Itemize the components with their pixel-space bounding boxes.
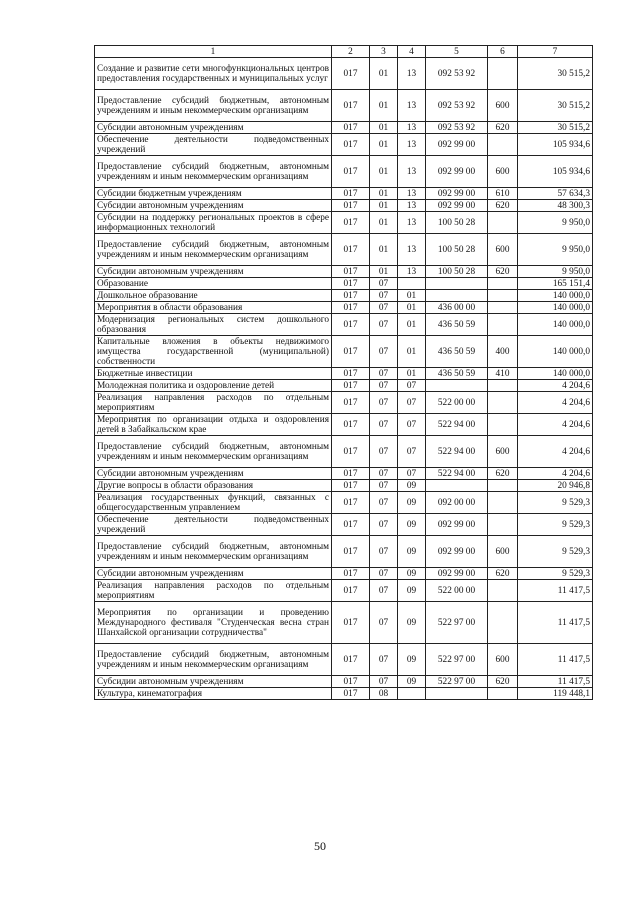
- subsection-code: 01: [398, 290, 426, 302]
- grbs-code: 017: [332, 480, 370, 492]
- expense-type-code: 610: [488, 188, 518, 200]
- grbs-code: 017: [332, 676, 370, 688]
- row-description: Субсидии бюджетным учреждениям: [95, 188, 332, 200]
- table-row: [95, 688, 593, 700]
- grbs-code: 017: [332, 90, 370, 122]
- row-description: Субсидии автономным учреждениям: [95, 468, 332, 480]
- table-row: [95, 514, 593, 536]
- target-article-code: 522 97 00: [426, 602, 488, 644]
- subsection-code: 07: [398, 468, 426, 480]
- table-row: [95, 380, 593, 392]
- table-row: [95, 468, 593, 480]
- subsection-code: 07: [398, 436, 426, 468]
- section-code: 07: [370, 536, 398, 568]
- row-description: Создание и развитие сети многофункциональных центров предоставления государственных и муниципальных услуг: [95, 58, 332, 90]
- subsection-code: [398, 278, 426, 290]
- subsection-code: 09: [398, 514, 426, 536]
- grbs-code: 017: [332, 302, 370, 314]
- section-code: 07: [370, 336, 398, 368]
- grbs-code: 017: [332, 688, 370, 700]
- table-row: [95, 278, 593, 290]
- table-row: [95, 480, 593, 492]
- table-row: [95, 122, 593, 134]
- grbs-code: 017: [332, 188, 370, 200]
- row-description: Субсидии автономным учреждениям: [95, 200, 332, 212]
- row-description: Субсидии автономным учреждениям: [95, 568, 332, 580]
- grbs-code: 017: [332, 602, 370, 644]
- target-article-code: 092 99 00: [426, 200, 488, 212]
- subsection-code: 13: [398, 90, 426, 122]
- section-code: 07: [370, 492, 398, 514]
- subsection-code: 09: [398, 676, 426, 688]
- table-row: [95, 392, 593, 414]
- target-article-code: 092 00 00: [426, 492, 488, 514]
- target-article-code: 522 97 00: [426, 676, 488, 688]
- expense-type-code: 620: [488, 676, 518, 688]
- subsection-code: 01: [398, 368, 426, 380]
- section-code: 07: [370, 278, 398, 290]
- amount: 4 204,6: [518, 392, 593, 414]
- amount: 140 000,0: [518, 314, 593, 336]
- target-article-code: [426, 688, 488, 700]
- grbs-code: 017: [332, 156, 370, 188]
- amount: 11 417,5: [518, 644, 593, 676]
- subsection-code: 13: [398, 234, 426, 266]
- grbs-code: 017: [332, 492, 370, 514]
- expense-type-code: [488, 302, 518, 314]
- header-row: [95, 46, 593, 58]
- row-description: Другие вопросы в области образования: [95, 480, 332, 492]
- grbs-code: 017: [332, 392, 370, 414]
- section-code: 07: [370, 468, 398, 480]
- expense-type-code: 620: [488, 122, 518, 134]
- row-description: Реализация государственных функций, связанных с общегосударственным управлением: [95, 492, 332, 514]
- subsection-code: 09: [398, 492, 426, 514]
- row-description: Обеспечение деятельности подведомственных учреждений: [95, 134, 332, 156]
- header-cell-6: 6: [488, 46, 518, 58]
- amount: 9 950,0: [518, 234, 593, 266]
- expense-type-code: [488, 514, 518, 536]
- section-code: 07: [370, 514, 398, 536]
- expense-type-code: 620: [488, 468, 518, 480]
- subsection-code: 09: [398, 536, 426, 568]
- table-row: [95, 200, 593, 212]
- amount: 4 204,6: [518, 414, 593, 436]
- target-article-code: 100 50 28: [426, 234, 488, 266]
- section-code: 01: [370, 122, 398, 134]
- subsection-code: 07: [398, 392, 426, 414]
- expense-type-code: [488, 480, 518, 492]
- subsection-code: 09: [398, 568, 426, 580]
- table-row: [95, 234, 593, 266]
- amount: 30 515,2: [518, 58, 593, 90]
- target-article-code: 522 94 00: [426, 414, 488, 436]
- header-cell-5: 5: [426, 46, 488, 58]
- row-description: Образование: [95, 278, 332, 290]
- expense-type-code: [488, 314, 518, 336]
- expense-type-code: 600: [488, 234, 518, 266]
- section-code: 07: [370, 392, 398, 414]
- target-article-code: 522 94 00: [426, 468, 488, 480]
- table-row: [95, 602, 593, 644]
- section-code: 07: [370, 380, 398, 392]
- target-article-code: 436 50 59: [426, 336, 488, 368]
- amount: 48 300,3: [518, 200, 593, 212]
- amount: 9 950,0: [518, 266, 593, 278]
- grbs-code: 017: [332, 536, 370, 568]
- subsection-code: 01: [398, 314, 426, 336]
- row-description: Культура, кинематография: [95, 688, 332, 700]
- expense-type-code: 600: [488, 90, 518, 122]
- subsection-code: [398, 688, 426, 700]
- section-code: 01: [370, 156, 398, 188]
- subsection-code: 09: [398, 480, 426, 492]
- expense-type-code: [488, 134, 518, 156]
- target-article-code: 522 94 00: [426, 436, 488, 468]
- table-row: [95, 676, 593, 688]
- row-description: Предоставление субсидий бюджетным, автономным учреждениям и иным некоммерческим организациям: [95, 644, 332, 676]
- amount: 9 529,3: [518, 514, 593, 536]
- grbs-code: 017: [332, 266, 370, 278]
- amount: 9 529,3: [518, 536, 593, 568]
- subsection-code: 13: [398, 188, 426, 200]
- grbs-code: 017: [332, 314, 370, 336]
- grbs-code: 017: [332, 278, 370, 290]
- subsection-code: 01: [398, 302, 426, 314]
- table-row: [95, 314, 593, 336]
- table-row: [95, 536, 593, 568]
- grbs-code: 017: [332, 514, 370, 536]
- expense-type-code: 620: [488, 200, 518, 212]
- amount: 57 634,3: [518, 188, 593, 200]
- subsection-code: 13: [398, 212, 426, 234]
- section-code: 07: [370, 314, 398, 336]
- grbs-code: 017: [332, 58, 370, 90]
- row-description: Бюджетные инвестиции: [95, 368, 332, 380]
- target-article-code: 100 50 28: [426, 266, 488, 278]
- amount: 165 151,4: [518, 278, 593, 290]
- row-description: Субсидии автономным учреждениям: [95, 266, 332, 278]
- row-description: Реализация направления расходов по отдельным мероприятиям: [95, 580, 332, 602]
- expense-type-code: 400: [488, 336, 518, 368]
- target-article-code: [426, 290, 488, 302]
- amount: 20 946,8: [518, 480, 593, 492]
- subsection-code: 01: [398, 336, 426, 368]
- header-cell-2: 2: [332, 46, 370, 58]
- row-description: Предоставление субсидий бюджетным, автономным учреждениям и иным некоммерческим организациям: [95, 436, 332, 468]
- row-description: Дошкольное образование: [95, 290, 332, 302]
- subsection-code: 09: [398, 580, 426, 602]
- grbs-code: 017: [332, 436, 370, 468]
- header-cell-3: 3: [370, 46, 398, 58]
- grbs-code: 017: [332, 290, 370, 302]
- section-code: 07: [370, 568, 398, 580]
- amount: 140 000,0: [518, 302, 593, 314]
- subsection-code: 13: [398, 200, 426, 212]
- row-description: Мероприятия в области образования: [95, 302, 332, 314]
- row-description: Обеспечение деятельности подведомственных учреждений: [95, 514, 332, 536]
- expense-type-code: [488, 58, 518, 90]
- header-cell-7: 7: [518, 46, 593, 58]
- table-row: [95, 302, 593, 314]
- row-description: Модернизация региональных систем дошкольного образования: [95, 314, 332, 336]
- section-code: 07: [370, 580, 398, 602]
- grbs-code: 017: [332, 414, 370, 436]
- subsection-code: 07: [398, 380, 426, 392]
- expense-type-code: 600: [488, 536, 518, 568]
- amount: 105 934,6: [518, 156, 593, 188]
- grbs-code: 017: [332, 568, 370, 580]
- amount: 30 515,2: [518, 122, 593, 134]
- section-code: 07: [370, 480, 398, 492]
- subsection-code: 07: [398, 414, 426, 436]
- section-code: 01: [370, 188, 398, 200]
- subsection-code: 13: [398, 122, 426, 134]
- table-body: [95, 58, 593, 700]
- page-number: 50: [314, 839, 326, 853]
- target-article-code: 092 99 00: [426, 568, 488, 580]
- subsection-code: 09: [398, 602, 426, 644]
- expense-type-code: 620: [488, 568, 518, 580]
- amount: 11 417,5: [518, 580, 593, 602]
- amount: 4 204,6: [518, 436, 593, 468]
- grbs-code: 017: [332, 212, 370, 234]
- section-code: 01: [370, 212, 398, 234]
- grbs-code: 017: [332, 644, 370, 676]
- row-description: Субсидии автономным учреждениям: [95, 676, 332, 688]
- amount: 9 529,3: [518, 568, 593, 580]
- target-article-code: 436 00 00: [426, 302, 488, 314]
- row-description: Капитальные вложения в объекты недвижимого имущества государственной (муниципальной) собственности: [95, 336, 332, 368]
- row-description: Предоставление субсидий бюджетным, автономным учреждениям и иным некоммерческим организациям: [95, 156, 332, 188]
- table-row: [95, 212, 593, 234]
- expense-type-code: [488, 688, 518, 700]
- target-article-code: [426, 480, 488, 492]
- amount: 140 000,0: [518, 290, 593, 302]
- expense-type-code: [488, 580, 518, 602]
- row-description: Реализация направления расходов по отдельным мероприятиям: [95, 392, 332, 414]
- expense-type-code: [488, 392, 518, 414]
- target-article-code: 092 99 00: [426, 536, 488, 568]
- amount: 9 950,0: [518, 212, 593, 234]
- amount: 105 934,6: [518, 134, 593, 156]
- expense-type-code: 620: [488, 266, 518, 278]
- header-cell-4: 4: [398, 46, 426, 58]
- table-row: [95, 336, 593, 368]
- subsection-code: 13: [398, 58, 426, 90]
- expense-type-code: [488, 492, 518, 514]
- target-article-code: 092 53 92: [426, 90, 488, 122]
- expense-type-code: [488, 602, 518, 644]
- grbs-code: 017: [332, 468, 370, 480]
- row-description: Субсидии на поддержку региональных проектов в сфере информационных технологий: [95, 212, 332, 234]
- subsection-code: 13: [398, 156, 426, 188]
- table-row: [95, 290, 593, 302]
- target-article-code: 436 50 59: [426, 314, 488, 336]
- section-code: 01: [370, 200, 398, 212]
- section-code: 01: [370, 90, 398, 122]
- table-row: [95, 436, 593, 468]
- row-description: Предоставление субсидий бюджетным, автономным учреждениям и иным некоммерческим организациям: [95, 234, 332, 266]
- table-row: [95, 266, 593, 278]
- target-article-code: [426, 380, 488, 392]
- amount: 30 515,2: [518, 90, 593, 122]
- grbs-code: 017: [332, 580, 370, 602]
- expense-type-code: 600: [488, 436, 518, 468]
- table-row: [95, 156, 593, 188]
- target-article-code: 092 99 00: [426, 514, 488, 536]
- expense-type-code: 600: [488, 156, 518, 188]
- grbs-code: 017: [332, 200, 370, 212]
- section-code: 01: [370, 58, 398, 90]
- table-row: [95, 414, 593, 436]
- section-code: 07: [370, 368, 398, 380]
- expense-type-code: 600: [488, 644, 518, 676]
- target-article-code: 436 50 59: [426, 368, 488, 380]
- table-row: [95, 580, 593, 602]
- expense-type-code: [488, 414, 518, 436]
- expense-type-code: [488, 290, 518, 302]
- section-code: 07: [370, 414, 398, 436]
- table-row: [95, 90, 593, 122]
- grbs-code: 017: [332, 380, 370, 392]
- section-code: 01: [370, 234, 398, 266]
- target-article-code: 092 53 92: [426, 58, 488, 90]
- table-row: [95, 568, 593, 580]
- amount: 11 417,5: [518, 602, 593, 644]
- subsection-code: 09: [398, 644, 426, 676]
- target-article-code: 100 50 28: [426, 212, 488, 234]
- amount: 119 448,1: [518, 688, 593, 700]
- subsection-code: 13: [398, 266, 426, 278]
- section-code: 07: [370, 644, 398, 676]
- target-article-code: [426, 278, 488, 290]
- header-cell-1: 1: [95, 46, 332, 58]
- subsection-code: 13: [398, 134, 426, 156]
- row-description: Предоставление субсидий бюджетным, автономным учреждениям и иным некоммерческим организациям: [95, 536, 332, 568]
- grbs-code: 017: [332, 134, 370, 156]
- target-article-code: 522 00 00: [426, 392, 488, 414]
- amount: 4 204,6: [518, 380, 593, 392]
- amount: 140 000,0: [518, 336, 593, 368]
- section-code: 01: [370, 134, 398, 156]
- section-code: 08: [370, 688, 398, 700]
- section-code: 07: [370, 302, 398, 314]
- grbs-code: 017: [332, 336, 370, 368]
- row-description: Мероприятия по организации отдыха и оздоровления детей в Забайкальском крае: [95, 414, 332, 436]
- grbs-code: 017: [332, 122, 370, 134]
- budget-table: [94, 45, 593, 700]
- row-description: Предоставление субсидий бюджетным, автономным учреждениям и иным некоммерческим организациям: [95, 90, 332, 122]
- section-code: 07: [370, 602, 398, 644]
- expense-type-code: [488, 278, 518, 290]
- expense-type-code: [488, 380, 518, 392]
- target-article-code: 092 53 92: [426, 122, 488, 134]
- table-row: [95, 134, 593, 156]
- table-row: [95, 644, 593, 676]
- section-code: 07: [370, 290, 398, 302]
- target-article-code: 092 99 00: [426, 156, 488, 188]
- row-description: Молодежная политика и оздоровление детей: [95, 380, 332, 392]
- target-article-code: 092 99 00: [426, 188, 488, 200]
- target-article-code: 092 99 00: [426, 134, 488, 156]
- grbs-code: 017: [332, 368, 370, 380]
- section-code: 07: [370, 676, 398, 688]
- table-row: [95, 58, 593, 90]
- table-row: [95, 492, 593, 514]
- section-code: 01: [370, 266, 398, 278]
- amount: 4 204,6: [518, 468, 593, 480]
- amount: 9 529,3: [518, 492, 593, 514]
- grbs-code: 017: [332, 234, 370, 266]
- expense-type-code: 410: [488, 368, 518, 380]
- table-row: [95, 188, 593, 200]
- amount: 140 000,0: [518, 368, 593, 380]
- target-article-code: 522 00 00: [426, 580, 488, 602]
- target-article-code: 522 97 00: [426, 644, 488, 676]
- section-code: 07: [370, 436, 398, 468]
- table-row: [95, 368, 593, 380]
- row-description: Мероприятия по организации и проведению Международного фестиваля "Студенческая весна стран Шанхайской организации сотрудничества": [95, 602, 332, 644]
- row-description: Субсидии автономным учреждениям: [95, 122, 332, 134]
- amount: 11 417,5: [518, 676, 593, 688]
- expense-type-code: [488, 212, 518, 234]
